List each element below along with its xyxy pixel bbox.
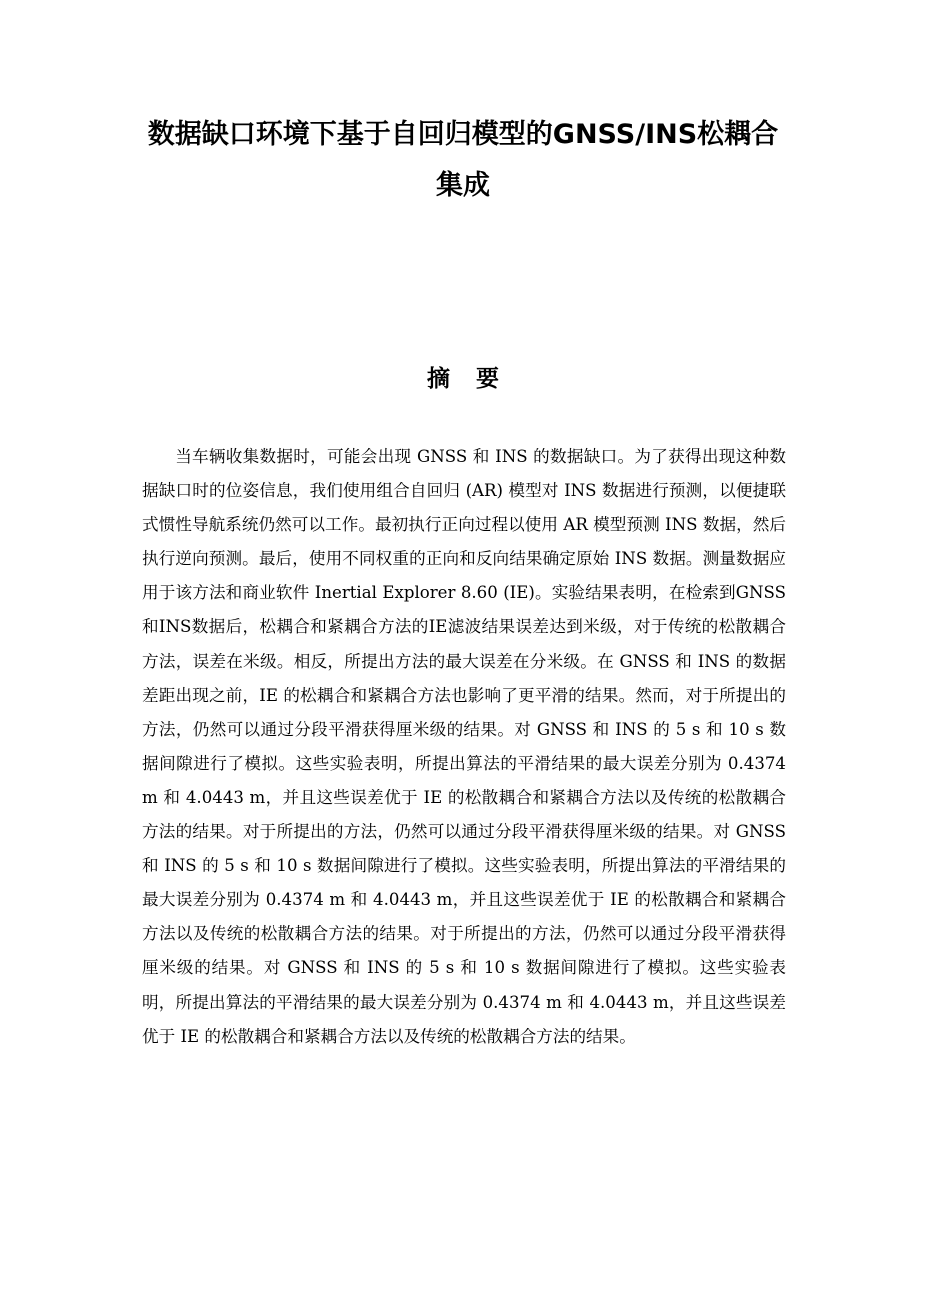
document-title-line-2: 集成 [436, 170, 490, 201]
abstract-paragraph: 当车辆收集数据时，可能会出现 GNSS 和 INS 的数据缺口。为了获得出现这种数据缺口时的位姿信息，我们使用组合自回归 (AR) 模型对 INS 数据进行预测，以便捷联式惯性导航系统仍然可以工作。最初执行正向过程以使用 AR 模型预测 INS 数据，然后执行逆向预测。最后，使用不同权重的正向和反向结果确定原始 INS 数据。测量数据应用于该方法和商业软件 Inertial Explorer 8.60 (IE)。实验结果表明，在检索到GNSS和INS数据后，松耦合和紧耦合方法的IE滤波结果误差达到米级，对于传统的松散耦合方法，误差在米级。相反，所提出方法的最大误差在分米级。在 GNSS 和 INS 的数据差距出现之前，IE 的松耦合和紧耦合方法也影响了更平滑的结果。然而，对于所提出的方法，仍然可以通过分段平滑获得厘米级的结果。对 GNSS 和 INS 的 5 s 和 10 s 数据间隙进行了模拟。这些实验表明，所提出算法的平滑结果的最大误差分别为 0.4374 m 和 4.0443 m，并且这些误差优于 IE 的松散耦合和紧耦合方法以及传统的松散耦合方法的结果。对于所提出的方法，仍然可以通过分段平滑获得厘米级的结果。对 GNSS 和 INS 的 5 s 和 10 s 数据间隙进行了模拟。这些实验表明，所提出算法的平滑结果的最大误差分别为 0.4374 m 和 4.0443 m，并且这些误差优于 IE 的松散耦合和紧耦合方法以及传统的松散耦合方法的结果。对于所提出的方法，仍然可以通过分段平滑获得厘米级的结果。对 GNSS 和 INS 的 5 s 和 10 s 数据间隙进行了模拟。这些实验表明，所提出算法的平滑结果的最大误差分别为 0.4374 m 和 4.0443 m，并且这些误差优于 IE 的松散耦合和紧耦合方法以及传统的松散耦合方法的结果。 [142, 447, 786, 1046]
abstract-heading: 摘要 [427, 366, 525, 392]
document-title-line-1: 数据缺口环境下基于自回归模型的GNSS/INS松耦合 [147, 119, 779, 150]
